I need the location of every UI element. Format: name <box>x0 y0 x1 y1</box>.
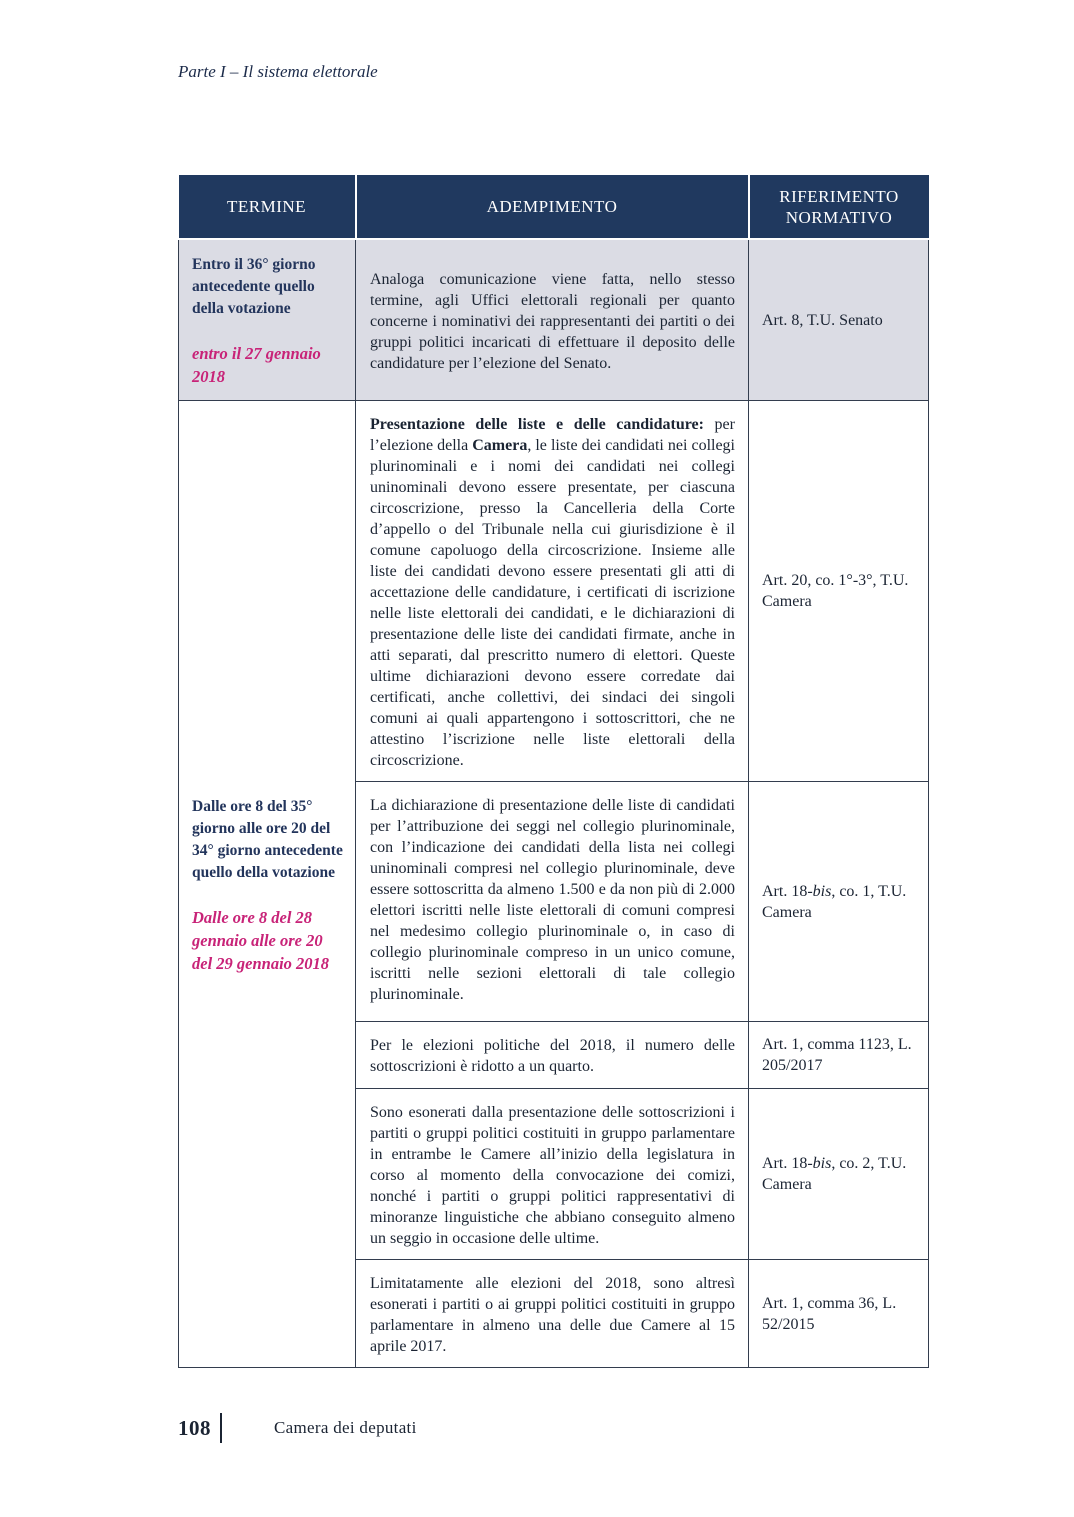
adempimento-lead-bold: Presentazione delle liste e delle candidature: <box>370 416 704 433</box>
riferimento-cell <box>749 1022 929 1089</box>
riferimento-text: Art. 1, comma 36, L. 52/2015 <box>762 1294 897 1333</box>
adempimento-cell <box>356 1260 749 1368</box>
riferimento-cell <box>749 782 929 1022</box>
adempimento-cell <box>356 782 749 1022</box>
adempimento-cell <box>356 1022 749 1089</box>
adempimento-text: Limitatamente alle elezioni del 2018, sono altresì esonerati i partiti o ai gruppi politici costituiti in gruppo parlamentare in almeno una delle due Camere al 15 aprile 2017. <box>370 1275 735 1355</box>
table-row <box>179 239 929 401</box>
adempimento-bold-word: Camera <box>472 437 528 454</box>
riferimento-text: Art. 18- <box>762 882 813 900</box>
column-header-adempimento: ADEMPIMENTO <box>356 175 749 239</box>
riferimento-text: Art. 20, co. 1°-3°, T.U. Camera <box>762 572 909 610</box>
adempimento-text: per l’elezione della <box>370 416 735 454</box>
termine-cell-merged <box>179 401 356 1368</box>
page-footer <box>178 1413 417 1443</box>
adempimento-text: , le liste dei candidati nei collegi plurinominali e i nomi dei candidati nei collegi uninominali devono essere presentate, per ciascuna circoscrizione, presso la Cancelleria della Corte d’appello o del Tribunale nella cui giurisdizione è il comune capoluogo della circoscrizione. Insieme alle liste dei candidati devono essere presentati gli atti di accettazione delle candidature, i certificati di iscrizione nelle liste elettorali dei candidati, e le dichiarazioni di presentazione delle liste dei candidati firmate, anche in atti separati, dal prescritto numero di elettori. Queste ultime dichiarazioni devono essere corredate dai certificati, anche collettivi, dei sindaci dei singoli comuni ai quali appartengono i sottoscrittori, che ne attestino l’iscrizione nelle liste elettorali della circoscrizione. <box>370 437 735 769</box>
column-header-riferimento: RIFERIMENTO NORMATIVO <box>749 175 929 239</box>
riferimento-cell <box>749 1260 929 1368</box>
table-row <box>179 401 929 782</box>
riferimento-text: , co. 1, T.U. Camera <box>762 882 907 921</box>
adempimento-text: Sono esonerati dalla presentazione delle sottoscrizioni i partiti o gruppi politici costituiti in gruppo parlamentare in entrambe le Camere all’inizio della legislatura in corso al momento della convocazione dei comizi, nonché i partiti o gruppi politici rappresentativi di minoranze linguistiche che abbiano conseguito almeno un seggio in occasione delle ultime. <box>370 1104 735 1247</box>
riferimento-cell <box>749 239 929 401</box>
riferimento-text: Art. 18- <box>762 1155 813 1172</box>
page-number: 108 <box>178 1415 211 1440</box>
riferimento-text: Art. 1, comma 1123, L. 205/2017 <box>762 1036 912 1074</box>
adempimento-cell <box>356 1089 749 1260</box>
termine-date: entro il 27 gennaio 2018 <box>192 344 321 386</box>
riferimento-italic: bis <box>812 882 832 900</box>
table-header <box>179 175 929 239</box>
running-head: Parte I – Il sistema elettorale <box>178 62 378 81</box>
riferimento-cell <box>749 401 929 782</box>
riferimento-italic: bis <box>812 1155 832 1172</box>
adempimento-text: Analoga comunicazione viene fatta, nello stesso termine, agli Uffici elettorali regionali per quanto concerne i nominativi dei rappresentanti dei partiti o dei gruppi politici incaricati di effettuare il deposito delle candidature per l’elezione del Senato. <box>370 271 735 372</box>
adempimento-text: La dichiarazione di presentazione delle liste di candidati per l’attribuzione dei seggi nel collegio plurinominale, con l’indicazione dei candidati della lista nei collegi uninominali compresi nel collegio plurinominale, deve essere sottoscritta da almeno 1.500 e da non più di 2.000 elettori iscritti nelle liste elettorali di comuni compresi nel medesimo collegio plurinominale o, in caso di collegio plurinominale compreso in un unico comune, iscritti nelle sezioni elettorali di tale collegio plurinominale. <box>370 797 735 1003</box>
adempimento-cell <box>356 401 749 782</box>
termine-cell <box>179 239 356 401</box>
deadlines-table-wrapper <box>178 175 928 1368</box>
termine-text: Entro il 36° giorno antecedente quello della votazione <box>192 256 316 317</box>
adempimento-text: Per le elezioni politiche del 2018, il numero delle sottoscrizioni è ridotto a un quarto. <box>370 1037 735 1075</box>
adempimento-cell <box>356 239 749 401</box>
riferimento-text: , co. 2, T.U. Camera <box>762 1155 907 1193</box>
publication-name: Camera dei deputati <box>274 1418 417 1437</box>
deadlines-table <box>178 175 929 1368</box>
column-header-termine: TERMINE <box>179 175 356 239</box>
termine-text: Dalle ore 8 del 35° giorno alle ore 20 del 34° giorno antecedente quello della votazione <box>192 797 343 881</box>
termine-date: Dalle ore 8 del 28 gennaio alle ore 20 del 29 gennaio 2018 <box>192 907 330 973</box>
riferimento-cell <box>749 1089 929 1260</box>
riferimento-text: Art. 8, T.U. Senato <box>762 311 883 329</box>
footer-divider <box>220 1413 222 1443</box>
